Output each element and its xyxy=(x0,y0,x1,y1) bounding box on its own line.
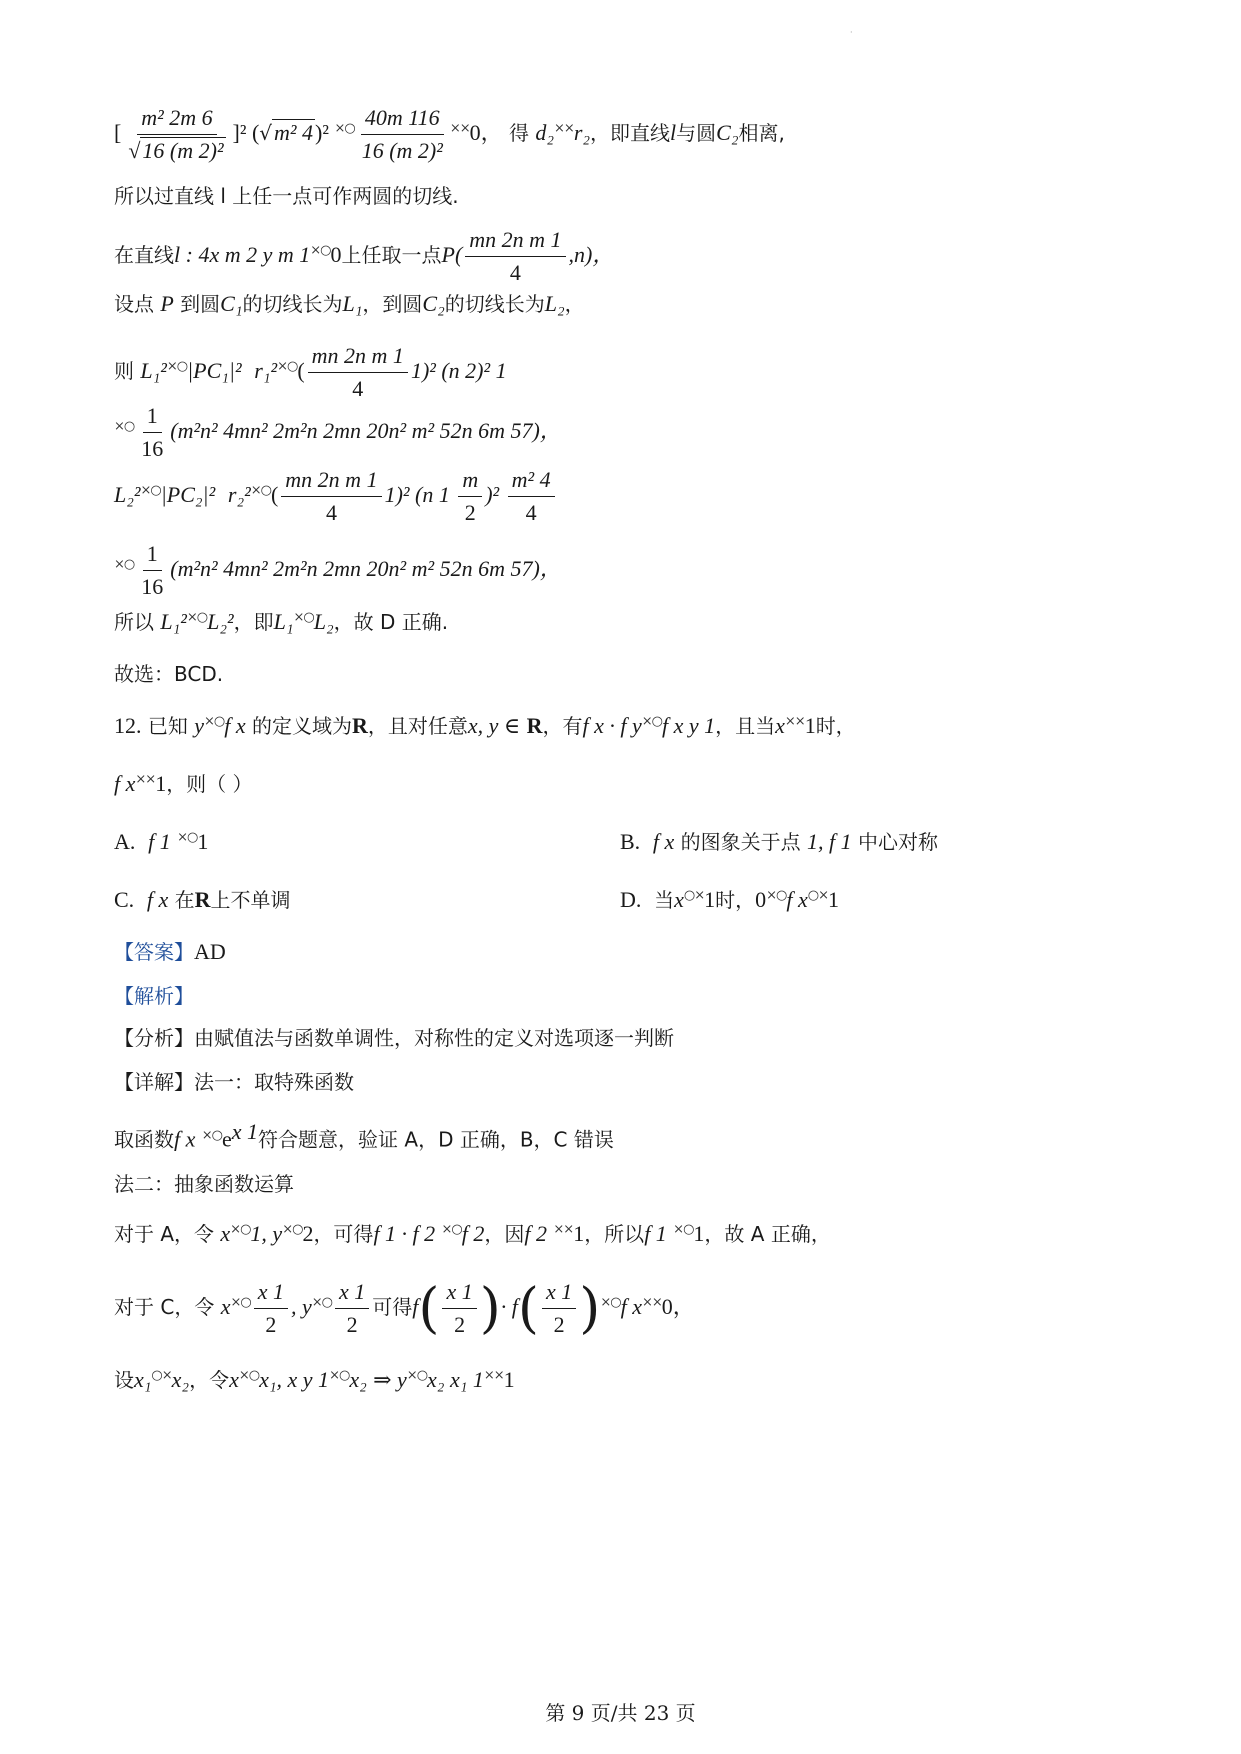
fraction: $\frac{x 1}{2}$ xyxy=(335,1278,369,1339)
xiangjie-line: 【详解】法一：取特殊函数 xyxy=(114,1070,354,1094)
page-footer: 第 9 页/共 23 页 xyxy=(545,1701,696,1725)
fraction: $\frac{40m 116}{\text{16 (m 2)²}}$ xyxy=(361,105,443,163)
option-C: C. f x 在R上不单调 xyxy=(114,887,291,912)
fraction: $\frac{1}{16}$ xyxy=(141,403,164,461)
option-B: B. f x 的图象关于点 1, f 1 中心对称 xyxy=(620,829,938,854)
fraction: $\frac{\text{mn 2n m 1}}{4}$ xyxy=(465,226,565,287)
option-D: D. 当x○×1时，0×○f x○×1 xyxy=(620,887,840,912)
text-line-conclusion: 所以 L₁²×○L₂²，即L₁×○L₂，故 D 正确. xyxy=(114,609,449,634)
fraction: $\frac{m}{2}$ xyxy=(458,466,482,527)
forC-line: 对于 C，令 x×○ $\frac{x 1}{2}$ , y×○ $\frac{x 1}{2}$ 可得f( $\frac{x 1}{2}$ )· f( $\frac{x 1}{2}$ )×○f x××0， xyxy=(114,1276,695,1340)
fraction: $\frac{x 1}{2}$ xyxy=(254,1278,288,1339)
analysis-heading: 【解析】 xyxy=(114,984,194,1008)
eq-line-L2: L₂²×○|PC₂|² r₂²×○( $\frac{\text{mn 2n m 1}}{4}$ 1)² (n 1 $\frac{m}{2}$ )² $\frac{\text{m² 4}}{4}$ xyxy=(114,466,558,527)
fraction: $\frac{\text{mn 2n m 1}}{4}$ xyxy=(281,466,381,527)
text-line: 所以过直线 l 上任一点可作两圆的切线. xyxy=(114,184,459,208)
question-12-cont: f x××1，则（ ） xyxy=(114,771,253,796)
fenxi-line: 【分析】由赋值法与函数单调性，对称性的定义对选项逐一判断 xyxy=(114,1026,674,1050)
corner-mark: · xyxy=(850,28,853,37)
eq-line-L1: 则 L₁²×○|PC₁|² r₁²×○( $\frac{\text{mn 2n m 1}}{4}$ 1)² (n 2)² 1 xyxy=(114,343,507,401)
method1-line: 取函数f x $^{\times○}e^{x 1}$符合题意，验证 A，D 正确，B，C 错误 xyxy=(114,1119,614,1152)
option-A: A. f 1 ×○1 xyxy=(114,829,209,854)
fraction: $\frac{1}{16}$ xyxy=(141,541,164,599)
text-line: 设点 P 到圆C₁的切线长为L₁，到圆C₂的切线长为L₂， xyxy=(114,291,585,316)
forA-line: 对于 A，令 x×○1, y×○2，可得f 1 · f 2 ×○f 2，因f 2 ××1，所以f 1 ×○1，故 A 正确， xyxy=(114,1221,831,1246)
fraction: $\frac{\text{m² 2m 6}}{\text{√16 (m 2)²}}$ xyxy=(128,105,224,163)
method2-line: 法二：抽象函数运算 xyxy=(114,1172,294,1196)
question-12: 12. 已知 y×○f x 的定义域为R，且对任意x, y ∈ R，有f x · f y×○f x y 1，且当x××1时， xyxy=(114,713,856,738)
eq-line-L1-expand: ×○ $\frac{1}{16}$ (m²n² 4mn² 2m²n 2mn 20n² m² 52n 6m 57)， xyxy=(114,403,562,461)
answer-line: 【答案】AD xyxy=(114,939,226,964)
text-line-choice: 故选：BCD. xyxy=(114,662,224,686)
fraction: $\frac{x 1}{2}$ xyxy=(542,1278,576,1339)
last-line: 设x₁○×x₂，令x×○x₁, x y 1×○x₂ ⇒ y×○x₂ x₁ 1××1 xyxy=(114,1367,515,1392)
fraction: $\frac{\text{mn 2n m 1}}{4}$ xyxy=(308,342,408,403)
eq-line-distance: [ $\frac{\text{m² 2m 6}}{\text{√16 (m 2)²}}$ ]² (√m² 4)² ×○ $\frac{40m 116}{\text{16 (m 2)²}}$ ××0， 得 d₂××r₂，即直线l与圆C₂相离, xyxy=(114,105,785,163)
fraction: $\frac{x 1}{2}$ xyxy=(442,1278,476,1339)
fraction: $\frac{\text{m² 4}}{4}$ xyxy=(508,466,555,527)
eq-line-point: 在直线l : 4x m 2 y m 1×○0上任取一点P( $\frac{\text{mn 2n m 1}}{4}$ ,n)， xyxy=(114,227,615,285)
eq-line-L2-expand: ×○ $\frac{1}{16}$ (m²n² 4mn² 2m²n 2mn 20n² m² 52n 6m 57)， xyxy=(114,541,562,599)
